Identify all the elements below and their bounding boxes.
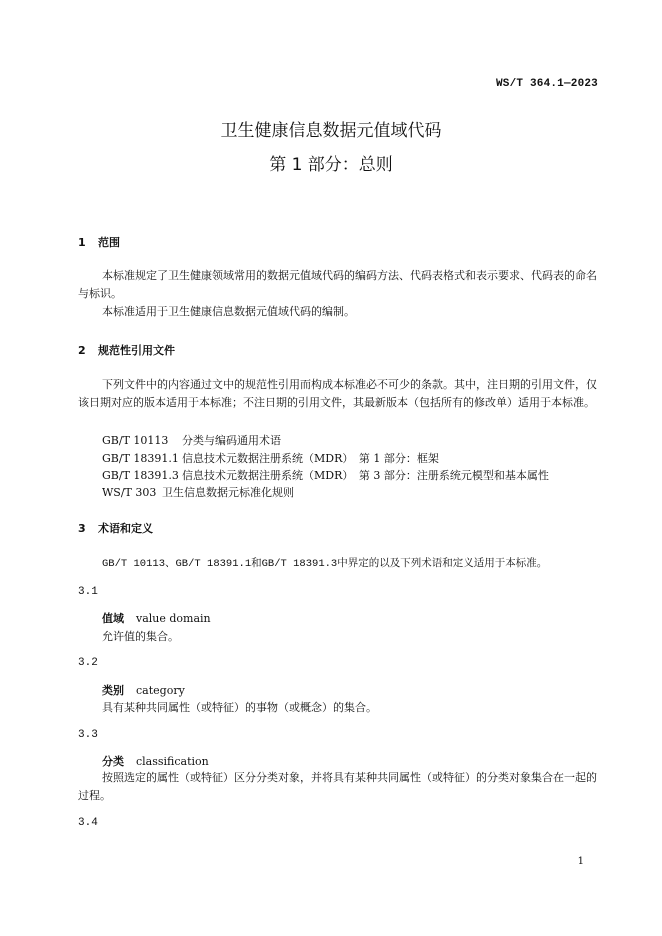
references-intro-paragraph <box>78 376 602 412</box>
section-heading-normative-references <box>78 342 175 358</box>
term-name-zh: 分类 <box>102 755 124 768</box>
reference-title: 信息技术元数据注册系统（MDR） 第 3 部分：注册系统元模型和基本属性 <box>182 469 549 482</box>
reference-title: 信息技术元数据注册系统（MDR） 第 1 部分：框架 <box>182 452 439 465</box>
references-intro-text: 下列文件中的内容通过文中的规范性引用而构成本标准必不可少的条款。其中，注日期的引用文件，仅该日期对应的版本适用于本标准；不注日期的引用文件，其最新版本（包括所有的修改单）适用于本标准。 <box>78 378 597 409</box>
reference-title: 卫生信息数据元标准化规则 <box>162 486 294 499</box>
section-number: 3 <box>78 522 86 535</box>
reference-title: 分类与编码通用术语 <box>182 434 281 447</box>
standard-code: WS/T 364.1—2023 <box>495 78 598 90</box>
term-name-en: classification <box>136 755 209 768</box>
scope-text-2: 本标准适用于卫生健康信息数据元值域代码的编制。 <box>102 305 355 318</box>
reference-code: GB/T 10113 <box>102 434 169 447</box>
terms-intro: GB/T 10113、GB/T 18391.1和GB/T 18391.3中界定的以及下列术语和定义适用于本标准。 <box>102 558 548 570</box>
term-name <box>102 682 185 698</box>
term-name <box>102 753 209 769</box>
scope-paragraph-1 <box>78 267 602 303</box>
scope-paragraph-2 <box>78 303 602 321</box>
term-name-zh: 值域 <box>102 612 124 625</box>
section-title: 范围 <box>98 236 120 249</box>
term-number: 3.4 <box>78 817 98 829</box>
page-number: 1 <box>577 856 584 867</box>
term-number: 3.2 <box>78 657 98 669</box>
section-title: 术语和定义 <box>98 522 153 535</box>
term-name-zh: 类别 <box>102 684 124 697</box>
term-definition-text: 按照选定的属性（或特征）区分分类对象，并将具有某种共同属性（或特征）的分类对象集合在一起的过程。 <box>78 771 597 802</box>
reference-item <box>102 432 281 448</box>
section-number: 1 <box>78 236 86 249</box>
term-name-en: category <box>136 684 185 697</box>
reference-code: WS/T 303 <box>102 486 157 499</box>
section-title: 规范性引用文件 <box>98 344 175 357</box>
term-name <box>102 610 211 626</box>
term-definition: 具有某种共同属性（或特征）的事物（或概念）的集合。 <box>102 701 377 714</box>
term-number: 3.3 <box>78 729 98 741</box>
section-heading-terms <box>78 520 153 536</box>
reference-item <box>102 467 549 483</box>
section-number: 2 <box>78 344 86 357</box>
scope-text-1: 本标准规定了卫生健康领域常用的数据元值域代码的编码方法、代码表格式和表示要求、代码表的命名与标识。 <box>78 269 597 300</box>
reference-code: GB/T 18391.3 <box>102 469 179 482</box>
term-definition: 允许值的集合。 <box>102 630 179 643</box>
term-name-en: value domain <box>136 612 211 625</box>
reference-item <box>102 450 439 466</box>
term-number: 3.1 <box>78 586 98 598</box>
document-subtitle: 第 1 部分：总则 <box>269 155 393 175</box>
term-definition <box>78 769 602 805</box>
document-title: 卫生健康信息数据元值域代码 <box>220 121 442 141</box>
reference-item <box>102 484 294 500</box>
reference-code: GB/T 18391.1 <box>102 452 179 465</box>
section-heading-scope <box>78 234 120 250</box>
